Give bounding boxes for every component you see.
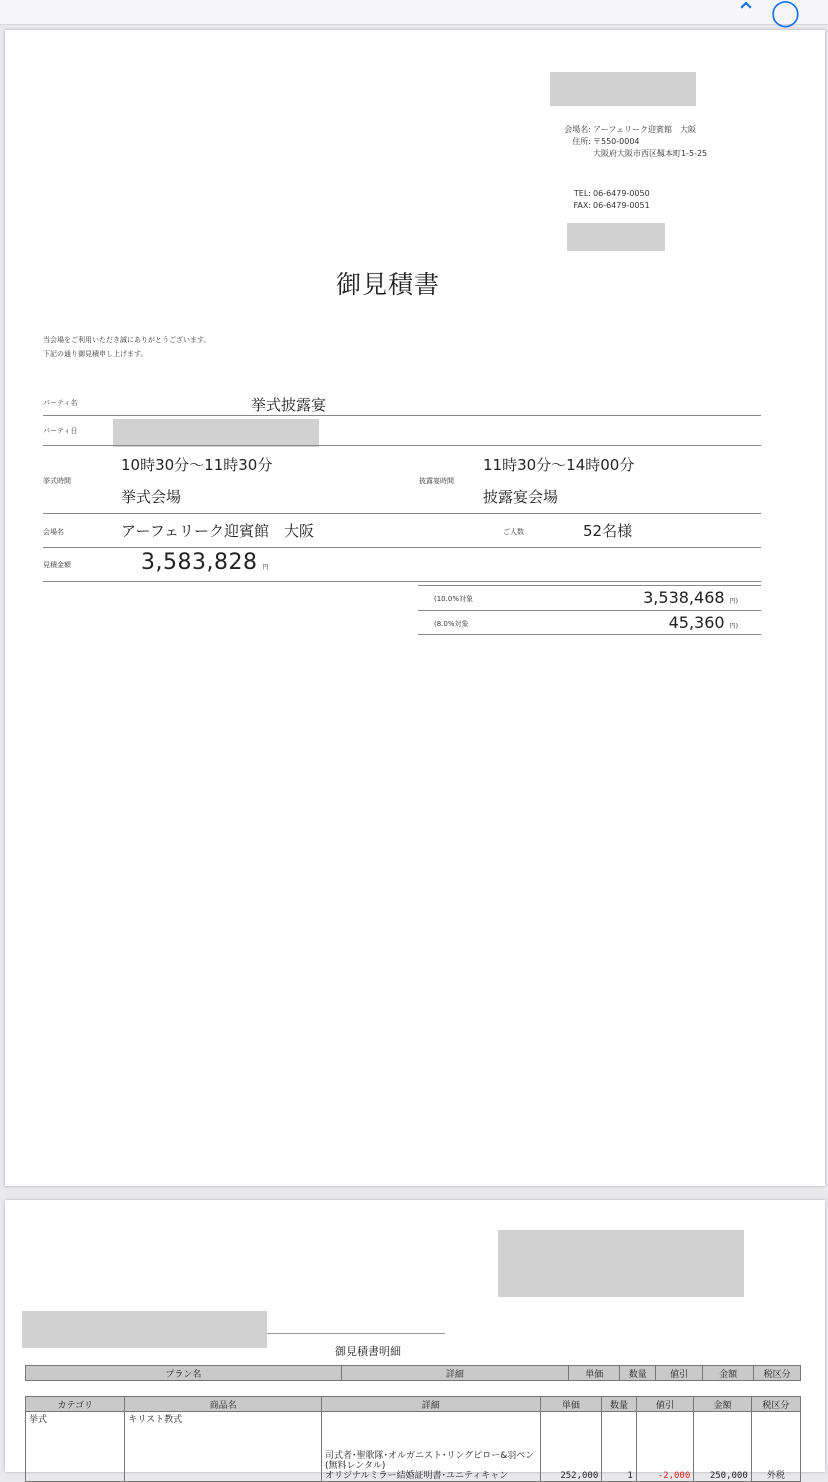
fax: 06-6479-0051	[593, 201, 650, 210]
redacted-block	[567, 223, 665, 251]
col-qty: 数量	[620, 1366, 656, 1381]
yen-unit: 円	[262, 564, 269, 571]
reception-venue: 披露宴会場	[483, 488, 559, 506]
top-toolbar	[0, 0, 828, 28]
greeting-line: 下記の通り御見積申し上げます。	[43, 350, 148, 358]
ceremony-time-label: 挙式時間	[43, 477, 71, 485]
party-date-label: パーティ日	[43, 427, 78, 435]
greeting	[43, 333, 210, 361]
divider	[418, 585, 761, 586]
tax-8-label: (8.0%対象	[434, 620, 469, 628]
col-discount: 値引	[636, 1397, 694, 1412]
items-table	[25, 1396, 801, 1482]
ceremony-time: 10時30分～11時30分	[121, 456, 273, 474]
estimate-label: 見積金額	[43, 561, 71, 569]
col-detail: 詳細	[321, 1397, 540, 1412]
venue-name: アーフェリーク迎賓館 大阪	[593, 125, 696, 134]
reception-time: 11時30分～14時00分	[483, 456, 635, 474]
tax-10-amount: 3,538,468	[643, 588, 725, 607]
col-amount: 金額	[703, 1366, 754, 1381]
greeting-line: 当会場をご利用いただき誠にありがとうございます。	[43, 336, 211, 344]
tel-label: TEL:	[573, 189, 591, 198]
tel: 06-6479-0050	[593, 189, 650, 198]
guests-label: ご人数	[503, 528, 524, 536]
col-qty: 数量	[602, 1397, 637, 1412]
detail-title: 御見積書明細	[335, 1345, 401, 1358]
divider	[43, 415, 761, 416]
redacted-block	[22, 1311, 267, 1348]
venue-name-label: 会場名:	[564, 125, 591, 134]
estimate-detail-page	[5, 1200, 825, 1481]
tax-8-amount-group	[669, 613, 738, 632]
col-discount: 値引	[656, 1366, 703, 1381]
col-unit-price: 単価	[540, 1397, 602, 1412]
divider	[267, 1333, 445, 1334]
plan-table	[25, 1365, 801, 1381]
party-name: 挙式披露宴	[251, 396, 327, 414]
reception-time-label: 披露宴時間	[419, 477, 454, 485]
tax-10-amount-group	[643, 588, 738, 607]
toolbar-icons[interactable]	[735, 0, 814, 28]
row-category: 挙式	[26, 1412, 125, 1482]
row-amount: 250,000	[694, 1412, 752, 1482]
zip-code: 〒550-0004	[593, 137, 640, 146]
col-unit-price: 単価	[569, 1366, 620, 1381]
col-tax: 税区分	[751, 1397, 800, 1412]
divider	[43, 513, 761, 514]
share-icon[interactable]: ⌃	[735, 0, 771, 28]
yen-unit: 円)	[729, 623, 738, 630]
col-tax: 税区分	[754, 1366, 801, 1381]
divider	[43, 547, 761, 548]
search-icon[interactable]: ◯	[770, 0, 814, 28]
col-product: 商品名	[125, 1397, 322, 1412]
col-amount: 金額	[694, 1397, 752, 1412]
row-tax: 外税	[751, 1412, 800, 1482]
tax-8-amount: 45,360	[668, 613, 725, 632]
estimate-total	[141, 550, 269, 575]
estimate-amount: 3,583,828	[141, 550, 258, 575]
row-product: キリスト教式	[125, 1412, 322, 1482]
venue-info	[557, 124, 707, 212]
estimate-page	[5, 30, 825, 1186]
divider	[43, 581, 761, 582]
row-unit-price: 252,000	[540, 1412, 602, 1482]
row-qty: 1	[602, 1412, 637, 1482]
address-label: 住所:	[572, 137, 591, 146]
document-title: 御見積書	[336, 270, 441, 299]
party-name-label: パーティ名	[43, 399, 78, 407]
col-detail: 詳細	[341, 1366, 568, 1381]
tax-10-label: (10.0%対象	[434, 595, 473, 603]
redacted-block	[498, 1230, 744, 1297]
table-row	[26, 1412, 801, 1482]
divider	[418, 634, 761, 635]
yen-unit: 円)	[729, 598, 738, 605]
row-discount: -2,000	[636, 1412, 694, 1482]
venue-name-value: アーフェリーク迎賓館 大阪	[121, 522, 315, 540]
fax-label: FAX:	[573, 201, 591, 210]
row-detail: 司式者･聖歌隊･オルガニスト･リングピロー&羽ペン(無料レンタル) オリジナルミラー結婚証明書･ユニティキャン	[321, 1412, 540, 1482]
ceremony-venue: 挙式会場	[121, 488, 182, 506]
divider	[418, 610, 761, 611]
venue-name-label: 会場名	[43, 528, 64, 536]
redacted-block	[550, 72, 696, 106]
redacted-party-date	[113, 419, 319, 447]
col-category: カテゴリ	[26, 1397, 125, 1412]
address: 大阪府大阪市西区靱本町1-5-25	[593, 149, 708, 158]
col-plan-name: プラン名	[26, 1366, 342, 1381]
guests-count: 52名様	[583, 522, 633, 540]
divider	[43, 445, 761, 446]
